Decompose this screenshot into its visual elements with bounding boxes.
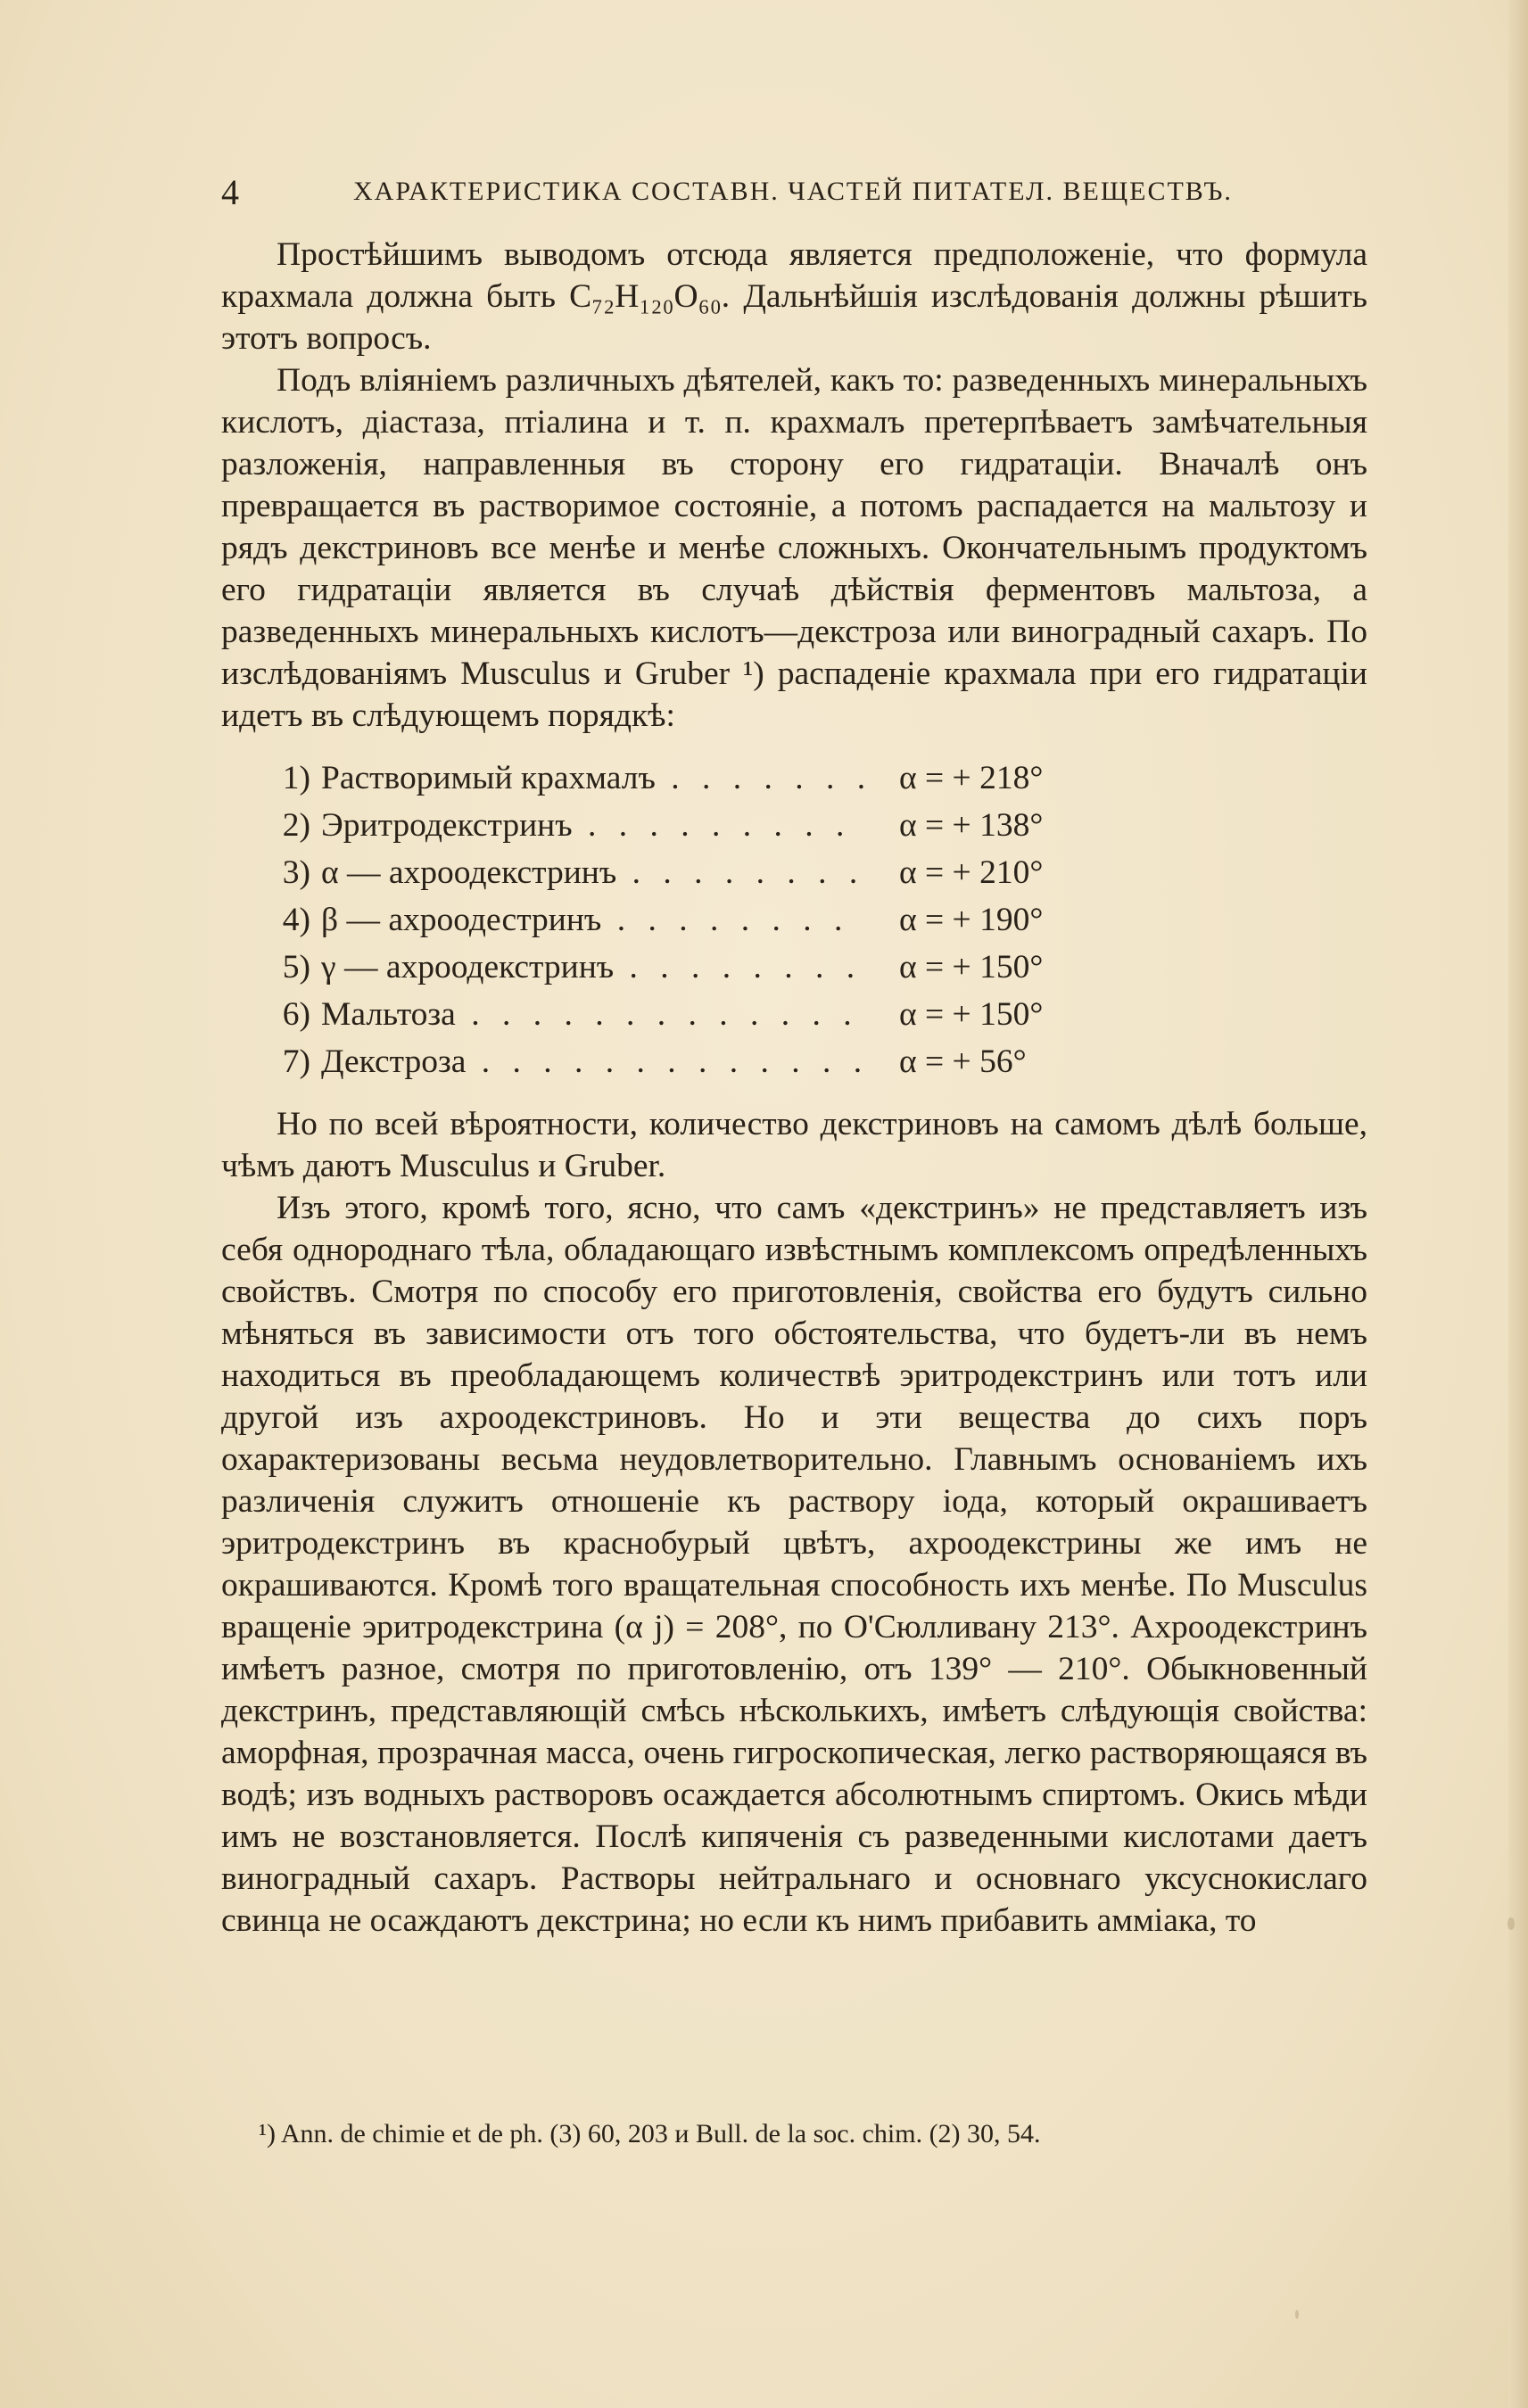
list-item	[221, 802, 1367, 849]
list-item	[221, 991, 1367, 1038]
list-item-value: α = + 218°	[899, 760, 1044, 796]
paper-stain	[1295, 2310, 1299, 2319]
list-item-name: α — ахроодекстринъ . . .	[321, 849, 863, 896]
list-item-number: 6)	[282, 996, 310, 1033]
page-edge	[1508, 0, 1528, 2408]
body-text	[221, 234, 1367, 1942]
list-item-value: α = + 150°	[899, 996, 1044, 1033]
list-item-name: Мальтоза . . .	[321, 991, 863, 1038]
paragraph: Изъ этого, кромѣ того, ясно, что самъ «декстринъ» не представляетъ изъ себя однороднаго тѣла, обладающаго извѣстнымъ комплексомъ опредѣленныхъ свойствъ. Смотря по способу его приготовленія, свойства его будутъ сильно мѣняться въ зависимости отъ того обстоятельства, что будетъ-ли въ немъ находиться въ преобладающемъ количествѣ эритродекстринъ или тотъ или другой изъ ахроодекстриновъ. Но и эти вещества до сихъ поръ охарактеризованы весьма неудовлетворительно. Главнымъ основаніемъ ихъ различенія служитъ отношеніе къ раствору іода, который окрашиваетъ эритродекстринъ въ краснобурый цвѣтъ, ахроодекстрины же имъ не окрашиваются. Кромѣ того вращательная способность ихъ менѣе. По Musculus вращеніе эритродекстрина (α j) = 208°, по О'Сюлливану 213°. Ахроодекстринъ имѣетъ разное, смотря по приготовленію, отъ 139° — 210°. Обыкновенный декстринъ, представляющій смѣсь нѣсколькихъ, имѣетъ слѣдующія свойства: аморфная, прозрачная масса, очень гигроскопическая, легко растворяющаяся въ водѣ; изъ водныхъ растворовъ осаждается абсолютнымъ спиртомъ. Окись мѣди имъ не возстановляется. Послѣ кипяченія съ разведенными кислотами даетъ виноградный сахаръ. Растворы нейтральнаго и основнаго уксуснокислаго свинца не осаждаютъ декстрина; но если къ нимъ прибавить амміака, то	[221, 1190, 1367, 1939]
list-item-value: α = + 138°	[899, 807, 1044, 844]
paragraph: Но по всей вѣроятности, количество декстриновъ на самомъ дѣлѣ больше, чѣмъ даютъ Musculus и Gruber.	[221, 1106, 1367, 1184]
list-item-number: 3)	[282, 854, 310, 891]
list-item-name: Эритродекстринъ . . .	[321, 802, 863, 849]
page-number: 4	[221, 172, 239, 212]
list-item-value: α = + 210°	[899, 854, 1044, 891]
list-item	[221, 896, 1367, 944]
list-item-value: α = + 150°	[899, 949, 1044, 985]
list-item-number: 2)	[282, 807, 310, 844]
hydration-list	[221, 755, 1367, 1085]
list-item	[221, 944, 1367, 991]
paper-stain	[1507, 1917, 1515, 1930]
paragraph: Простѣйшимъ выводомъ отсюда является предположеніе, что формула крахмала должна быть C₇₂H₁₂₀O₆₀. Дальнѣйшія изслѣдованія должны рѣшить этотъ вопросъ.	[221, 236, 1367, 357]
list-item-name: β — ахроодестринъ . . .	[321, 896, 863, 944]
footnote: ¹) Ann. de chimie et de ph. (3) 60, 203 и Bull. de la soc. chim. (2) 30, 54.	[259, 2119, 1041, 2148]
page-header	[221, 171, 1367, 210]
paragraph: Подъ вліяніемъ различныхъ дѣятелей, какъ то: разведенныхъ минеральныхъ кислотъ, діастаза, птіалина и т. п. крахмалъ претерпѣваетъ замѣчательныя разложенія, направленныя въ сторону его гидратаціи. Вначалѣ онъ превращается въ растворимое состояніе, а потомъ распадается на мальтозу и рядъ декстриновъ все менѣе и менѣе сложныхъ. Окончательнымъ продуктомъ его гидратаціи является въ случаѣ дѣйствія ферментовъ мальтоза, а разведенныхъ минеральныхъ кислотъ—декстроза или виноградный сахаръ. По изслѣдованіямъ Musculus и Gruber ¹) распаденіе крахмала при его гидратаціи идетъ въ слѣдующемъ порядкѣ:	[221, 362, 1367, 734]
list-item-number: 5)	[282, 949, 310, 985]
list-item	[221, 1038, 1367, 1085]
list-item	[221, 755, 1367, 802]
list-item-number: 4)	[282, 902, 310, 938]
list-item-number: 7)	[282, 1043, 310, 1080]
list-item-name: γ — ахроодекстринъ . . .	[321, 944, 863, 991]
list-item-name: Декстроза . . .	[321, 1038, 863, 1085]
list-item	[221, 849, 1367, 896]
list-item-value: α = + 190°	[899, 902, 1044, 938]
list-item-number: 1)	[282, 760, 310, 796]
list-item-value: α = + 56°	[899, 1043, 1027, 1080]
running-title: ХАРАКТЕРИСТИКА СОСТАВН. ЧАСТЕЙ ПИТАТЕЛ. ВЕЩЕСТВЪ.	[353, 177, 1233, 206]
list-item-name: Растворимый крахмалъ . . .	[321, 755, 863, 802]
